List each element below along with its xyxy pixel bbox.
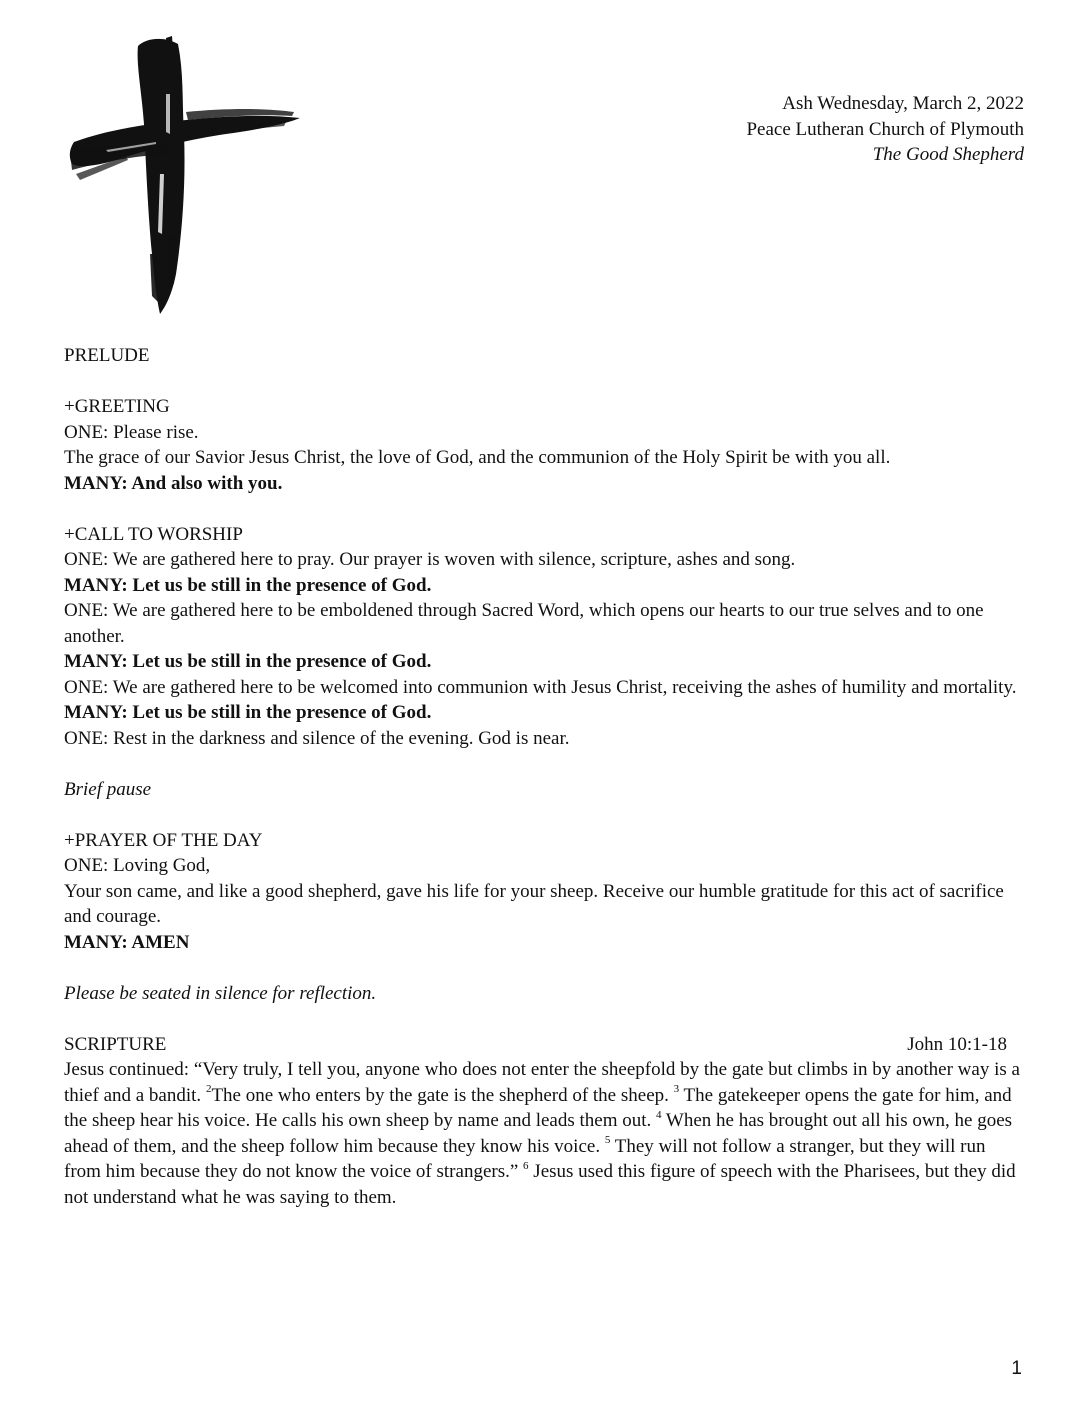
verse-number-5: 5 [604,1134,611,1147]
scripture-reference: John 10:1-18 [907,1033,1007,1055]
call-many-response-2: MANY: Let us be still in the presence of God. [64,651,432,672]
call-one-line-4: ONE: Rest in the darkness and silence of the evening. God is near. [64,727,570,749]
verse-text-4: When he has brought out all his own, he goes ahead of them, and the sheep follow him because they know his voice. [64,1110,1013,1157]
verse-text-6: Jesus used this figure of speech with the Pharisees, but they did not understand what he was saying to them. [64,1161,1016,1208]
verse-text-5: They will not follow a stranger, but they will run from him because they do not know the voice of strangers.” [64,1135,986,1182]
scripture-heading-row [64,1032,1024,1058]
greeting-text: The grace of our Savior Jesus Christ, the love of God, and the communion of the Holy Spirit be with you all. [64,447,891,468]
greeting-many-response: MANY: And also with you. [64,472,283,494]
liturgy-content [64,343,1024,1210]
prayer-text: Your son came, and like a good shepherd, gave his life for your sheep. Receive our humble gratitude for this act of sacrifice and courage. [64,880,1004,927]
prayer-heading: +PRAYER OF THE DAY [64,829,263,851]
service-subtitle: The Good Shepherd [872,144,1024,165]
page-number: 1 [1011,1358,1022,1379]
prelude-heading: PRELUDE [64,345,150,366]
greeting-heading: +GREETING [64,396,170,417]
rubric-brief-pause: Brief pause [64,778,152,800]
rubric-seated: Please be seated in silence for reflection. [64,982,377,1004]
call-one-line-1: ONE: We are gathered here to pray. Our prayer is woven with silence, scripture, ashes and song. [64,549,796,570]
ash-cross-icon [66,34,306,316]
scripture-text [64,1057,1024,1210]
verse-text-3: The gatekeeper opens the gate for him, and the sheep hear his voice. He calls his own sheep by name and leads them out. [64,1084,1012,1131]
call-many-response-1: MANY: Let us be still in the presence of God. [64,574,432,596]
greeting-one-line: ONE: Please rise. [64,421,199,443]
prayer-one-line: ONE: Loving God, [64,855,211,876]
service-header [746,91,1024,168]
call-to-worship-heading: +CALL TO WORSHIP [64,523,243,545]
call-one-line-3: ONE: We are gathered here to be welcomed into communion with Jesus Christ, receiving the ashes of humility and mortality. [64,676,1017,698]
service-date: Ash Wednesday, March 2, 2022 [782,93,1024,114]
verse-number-2: 2 [205,1083,212,1096]
verse-number-3: 3 [673,1083,680,1096]
verse-number-6: 6 [523,1159,529,1172]
verse-text-2: The one who enters by the gate is the shepherd of the sheep. [211,1084,674,1106]
scripture-heading: SCRIPTURE [64,1033,167,1055]
church-name: Peace Lutheran Church of Plymouth [746,118,1024,140]
call-one-line-2: ONE: We are gathered here to be emboldened through Sacred Word, which opens our hearts to our true selves and to one another. [64,600,984,647]
verse-text-1: Jesus continued: “Very truly, I tell you, anyone who does not enter the sheepfold by the gate but climbs in by another way is a thief and a bandit. [64,1059,1020,1106]
prayer-many-response: MANY: AMEN [64,931,190,953]
verse-number-4: 4 [656,1108,662,1121]
call-many-response-3: MANY: Let us be still in the presence of God. [64,702,432,723]
